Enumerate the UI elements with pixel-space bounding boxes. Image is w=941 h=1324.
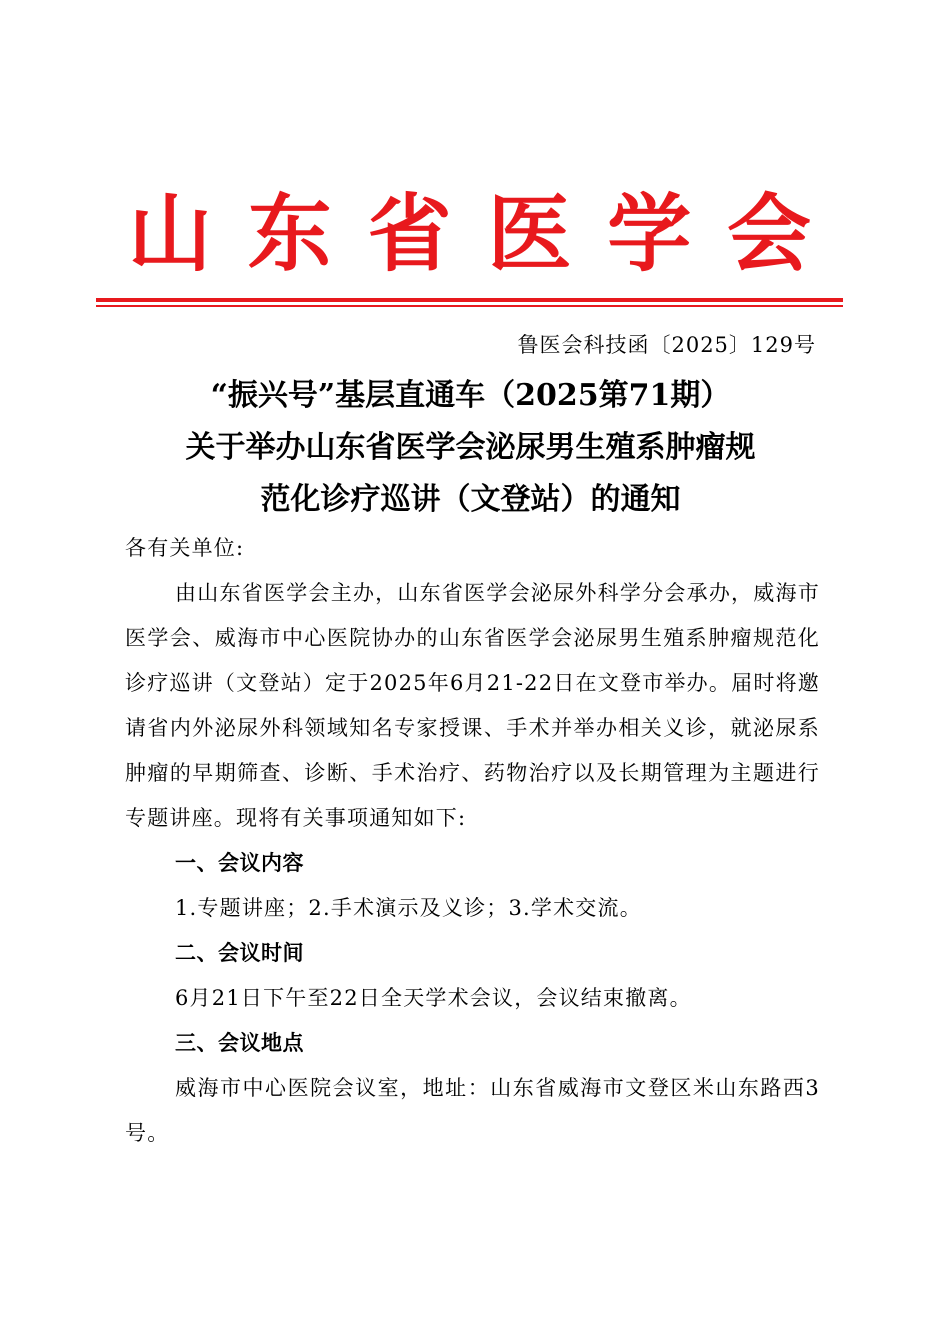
section-heading: 二、会议时间 bbox=[175, 941, 304, 965]
title-line: “振兴号”基层直通车（2025第71期） bbox=[210, 378, 731, 413]
letterhead-divider-thin bbox=[96, 305, 843, 307]
document-body bbox=[125, 526, 820, 1156]
section-content: 6月21日下午至22日全天学术会议，会议结束撤离。 bbox=[175, 986, 692, 1010]
letterhead-char: 学 bbox=[607, 184, 692, 283]
section-heading: 三、会议地点 bbox=[175, 1031, 304, 1055]
letterhead-char: 东 bbox=[247, 184, 332, 283]
document-number: 鲁医会科技函〔2025〕129号 bbox=[517, 333, 816, 357]
section-content: 威海市中心医院会议室，地址：山东省威海市文登区米山东路西3号。 bbox=[125, 1076, 820, 1145]
document-title bbox=[90, 370, 851, 526]
salutation: 各有关单位: bbox=[125, 536, 245, 560]
section-heading: 一、会议内容 bbox=[175, 851, 304, 875]
letterhead-divider bbox=[96, 298, 843, 302]
letterhead-char: 省 bbox=[367, 184, 452, 283]
intro-paragraph: 由山东省医学会主办，山东省医学会泌尿外科学分会承办，威海市医学会、威海市中心医院协办的山东省医学会泌尿男生殖系肿瘤规范化诊疗巡讲（文登站）定于2025年6月21-22日在文登市举办。届时将邀请省内外泌尿外科领域知名专家授课、手术并举办相关义诊，就泌尿系肿瘤的早期筛查、诊断、手术治疗、药物治疗以及长期管理为主题进行专题讲座。现将有关事项通知如下: bbox=[125, 581, 820, 830]
letterhead-char: 山 bbox=[128, 184, 213, 283]
section-content: 1.专题讲座；2.手术演示及义诊；3.学术交流。 bbox=[175, 896, 642, 920]
title-line: 关于举办山东省医学会泌尿男生殖系肿瘤规 bbox=[185, 430, 756, 465]
title-line: 范化诊疗巡讲（文登站）的通知 bbox=[260, 482, 681, 517]
letterhead bbox=[96, 186, 843, 282]
letterhead-char: 医 bbox=[487, 184, 572, 283]
letterhead-char: 会 bbox=[726, 184, 811, 283]
